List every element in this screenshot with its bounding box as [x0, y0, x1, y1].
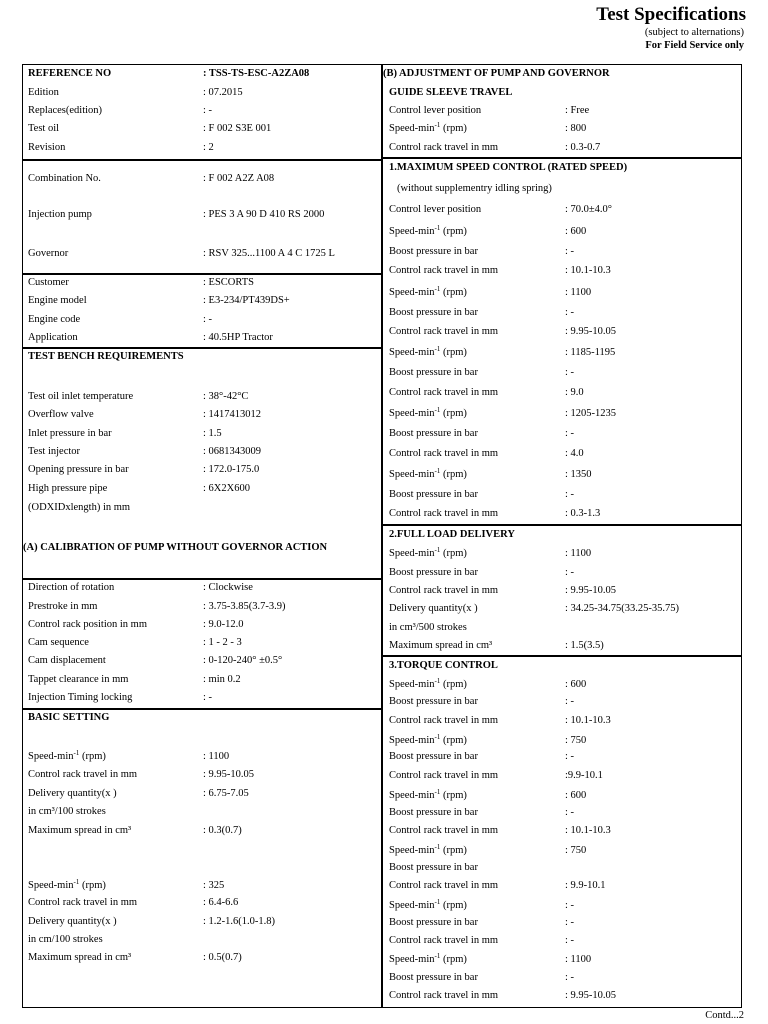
spec-value: : min 0.2 [203, 674, 241, 685]
spec-value: : - [203, 314, 213, 325]
section-divider [382, 524, 742, 526]
spec-value: : E3-234/PT439DS+ [203, 295, 290, 306]
column-divider [381, 64, 383, 1008]
spec-label: Boost pressure in bar [389, 807, 478, 818]
spec-label: Speed-$\min^{-1}$ (rpm) [389, 345, 467, 358]
spec-label: Control rack travel in mm [389, 585, 499, 596]
spec-value: : 600 [565, 226, 587, 237]
spec-label: Edition [28, 87, 59, 98]
spec-label: REFERENCE NO [28, 68, 112, 79]
section-title: GUIDE SLEEVE TRAVEL [389, 87, 513, 98]
spec-label: Boost pressure in bar [389, 367, 478, 378]
spec-value: : 1417413012 [203, 409, 262, 420]
spec-value: : 750 [565, 845, 587, 856]
spec-value: : 10.1-10.3 [565, 715, 611, 726]
spec-value: : 6.75-7.05 [203, 788, 249, 799]
spec-value: : 3.75-3.85(3.7-3.9) [203, 601, 286, 612]
spec-value: : 0.5(0.7) [203, 952, 242, 963]
spec-value: : 9.0-12.0 [203, 619, 244, 630]
spec-label: Prestroke in mm [28, 601, 98, 612]
spec-label: Maximum spread in cm³ [28, 952, 132, 963]
spec-label: Inlet pressure in bar [28, 428, 112, 439]
spec-value: : 9.9-10.1 [565, 880, 606, 891]
page-title: Test Specifications [596, 4, 746, 25]
spec-label: Tappet clearance in mm [28, 674, 129, 685]
spec-label: Control rack travel in mm [389, 387, 499, 398]
spec-value: : 6.4-6.6 [203, 897, 239, 908]
spec-value: : 40.5HP Tractor [203, 332, 273, 343]
spec-label: Control rack travel in mm [28, 897, 138, 908]
spec-value: : - [565, 935, 575, 946]
spec-label: Boost pressure in bar [389, 972, 478, 983]
section-note: (without supplementry idling spring) [397, 183, 552, 194]
page-subtitle: (subject to alternations) [644, 27, 744, 38]
spec-label: Control rack travel in mm [389, 935, 499, 946]
spec-label: Control rack travel in mm [389, 990, 499, 1001]
spec-value: : F 002 A2Z A08 [203, 173, 275, 184]
spec-label: Speed-$\min^{-1}$ (rpm) [389, 898, 467, 911]
spec-value: : 1 - 2 - 3 [203, 637, 242, 648]
spec-label: Engine code [28, 314, 81, 325]
section-title: 2.FULL LOAD DELIVERY [389, 529, 515, 540]
spec-label: Cam displacement [28, 655, 106, 666]
spec-value: : - [565, 428, 575, 439]
spec-value: : 1100 [203, 751, 230, 762]
section-divider [22, 159, 382, 161]
spec-label: Speed-$\min^{-1}$ (rpm) [389, 285, 467, 298]
spec-value: : - [565, 696, 575, 707]
spec-value: : - [565, 917, 575, 928]
spec-value: : - [203, 105, 213, 116]
spec-label: Speed-$\min^{-1}$ (rpm) [389, 952, 467, 965]
spec-value: : 1185-1195 [565, 347, 616, 358]
spec-value: : TSS-TS-ESC-A2ZA08 [203, 68, 310, 79]
spec-label: Speed-$\min^{-1}$ (rpm) [389, 843, 467, 856]
spec-value: : 10.1-10.3 [565, 825, 611, 836]
section-title: BASIC SETTING [28, 712, 110, 723]
spec-label: Control rack travel in mm [389, 508, 499, 519]
spec-label: Maximum spread in cm³ [389, 640, 493, 651]
spec-value: : - [565, 367, 575, 378]
spec-label: Delivery quantity(x ) [389, 603, 478, 614]
spec-value: : 9.95-10.05 [203, 769, 255, 780]
spec-value: : 172.0-175.0 [203, 464, 260, 475]
spec-label: Control rack travel in mm [28, 769, 138, 780]
section-divider [382, 157, 742, 159]
spec-label: Boost pressure in bar [389, 567, 478, 578]
spec-value: : - [565, 246, 575, 257]
spec-label: Control rack travel in mm [389, 142, 499, 153]
spec-label: Speed-$\min^{-1}$ (rpm) [389, 788, 467, 801]
spec-label: Test oil inlet temperature [28, 391, 134, 402]
spec-value: : 1.5(3.5) [565, 640, 604, 651]
spec-label: Maximum spread in cm³ [28, 825, 132, 836]
spec-label: Delivery quantity(x ) [28, 916, 117, 927]
spec-label: Speed-$\min^{-1}$ (rpm) [28, 749, 106, 762]
spec-value: : - [565, 489, 575, 500]
spec-label: Revision [28, 142, 66, 153]
spec-value: : 07.2015 [203, 87, 243, 98]
spec-value: : 9.0 [565, 387, 584, 398]
spec-value: : - [565, 807, 575, 818]
spec-value: : - [565, 307, 575, 318]
spec-label: Speed-$\min^{-1}$ (rpm) [389, 546, 467, 559]
spec-label: Boost pressure in bar [389, 696, 478, 707]
spec-label: Speed-$\min^{-1}$ (rpm) [28, 878, 106, 891]
spec-label: Opening pressure in bar [28, 464, 129, 475]
spec-label: Speed-$\min^{-1}$ (rpm) [389, 121, 467, 134]
spec-label: Customer [28, 277, 69, 288]
spec-value: : 6X2X600 [203, 483, 250, 494]
spec-label: Control lever position [389, 204, 482, 215]
spec-value: : 4.0 [565, 448, 584, 459]
spec-value: : 600 [565, 790, 587, 801]
spec-value: : 2 [203, 142, 214, 153]
spec-value: : 325 [203, 880, 225, 891]
spec-label: Boost pressure in bar [389, 307, 478, 318]
spec-value: : 1100 [565, 954, 592, 965]
spec-value: : - [565, 567, 575, 578]
spec-label: Boost pressure in bar [389, 246, 478, 257]
spec-label: Boost pressure in bar [389, 428, 478, 439]
spec-label: Boost pressure in bar [389, 751, 478, 762]
spec-value: : 34.25-34.75(33.25-35.75) [565, 603, 680, 614]
spec-value: : Free [565, 105, 590, 116]
spec-value: : 1100 [565, 548, 592, 559]
spec-value: : 1100 [565, 287, 592, 298]
spec-label: Engine model [28, 295, 87, 306]
spec-label: Replaces(edition) [28, 105, 103, 116]
spec-label: Boost pressure in bar [389, 917, 478, 928]
spec-label: in cm/100 strokes [28, 934, 103, 945]
spec-label: in cm³/500 strokes [389, 622, 467, 633]
section-title: 1.MAXIMUM SPEED CONTROL (RATED SPEED) [389, 162, 628, 173]
spec-label: Control rack travel in mm [389, 715, 499, 726]
spec-label: Control rack position in mm [28, 619, 147, 630]
spec-label: Test injector [28, 446, 81, 457]
spec-label: High pressure pipe [28, 483, 108, 494]
spec-label: (ODXIDxlength) in mm [28, 502, 131, 513]
spec-value: : PES 3 A 90 D 410 RS 2000 [203, 209, 325, 220]
spec-label: Application [28, 332, 78, 343]
spec-label: Speed-$\min^{-1}$ (rpm) [389, 406, 467, 419]
section-title: TEST BENCH REQUIREMENTS [28, 351, 184, 362]
section-divider [22, 708, 382, 710]
spec-label: Control rack travel in mm [389, 326, 499, 337]
spec-value: : - [565, 751, 575, 762]
spec-label: Injection Timing locking [28, 692, 133, 703]
spec-value: :9.9-10.1 [565, 770, 603, 781]
spec-value: : 600 [565, 679, 587, 690]
section-divider [22, 578, 382, 580]
section-title: (A) CALIBRATION OF PUMP WITHOUT GOVERNOR ACTION [23, 542, 328, 553]
spec-label: in cm³/100 strokes [28, 806, 106, 817]
spec-value: : 0681343009 [203, 446, 262, 457]
continued-note: Contd...2 [705, 1010, 744, 1021]
field-service-note: For Field Service only [645, 40, 744, 51]
spec-value: : 1205-1235 [565, 408, 617, 419]
spec-value: : 0.3(0.7) [203, 825, 242, 836]
spec-value: : 1350 [565, 469, 592, 480]
spec-label: Control rack travel in mm [389, 825, 499, 836]
spec-label: Injection pump [28, 209, 92, 220]
spec-label: Delivery quantity(x ) [28, 788, 117, 799]
spec-label: Boost pressure in bar [389, 862, 478, 873]
spec-label: Governor [28, 248, 69, 259]
spec-value: : 0.3-1.3 [565, 508, 601, 519]
spec-label: Control rack travel in mm [389, 880, 499, 891]
spec-label: Speed-$\min^{-1}$ (rpm) [389, 733, 467, 746]
spec-label: Cam sequence [28, 637, 89, 648]
spec-value: : F 002 S3E 001 [203, 123, 272, 134]
spec-value: : 750 [565, 735, 587, 746]
spec-value: : - [565, 972, 575, 983]
spec-value: : 9.95-10.05 [565, 990, 617, 1001]
spec-label: Control rack travel in mm [389, 770, 499, 781]
spec-value: : 0-120-240° ±0.5° [203, 655, 283, 666]
section-divider [22, 273, 382, 275]
spec-label: Speed-$\min^{-1}$ (rpm) [389, 467, 467, 480]
section-divider [382, 655, 742, 657]
spec-value: : 1.2-1.6(1.0-1.8) [203, 916, 276, 927]
section-divider [22, 347, 382, 349]
spec-label: Speed-$\min^{-1}$ (rpm) [389, 677, 467, 690]
spec-label: Control rack travel in mm [389, 448, 499, 459]
spec-label: Direction of rotation [28, 582, 115, 593]
spec-value: : 9.95-10.05 [565, 585, 617, 596]
spec-label: Speed-$\min^{-1}$ (rpm) [389, 224, 467, 237]
spec-label: Boost pressure in bar [389, 489, 478, 500]
spec-value: : ESCORTS [203, 277, 255, 288]
spec-label: Control rack travel in mm [389, 265, 499, 276]
spec-value: : 38°-42°C [203, 391, 249, 402]
section-title: (B) ADJUSTMENT OF PUMP AND GOVERNOR [383, 68, 610, 79]
spec-value: : 9.95-10.05 [565, 326, 617, 337]
spec-label: Overflow valve [28, 409, 94, 420]
spec-value: : 1.5 [203, 428, 222, 439]
spec-value: : 0.3-0.7 [565, 142, 601, 153]
spec-value: : Clockwise [203, 582, 253, 593]
spec-value: : - [203, 692, 213, 703]
spec-label: Combination No. [28, 173, 101, 184]
spec-value: : 800 [565, 123, 587, 134]
spec-label: Control lever position [389, 105, 482, 116]
spec-value: : 70.0±4.0° [565, 204, 613, 215]
section-title: 3.TORQUE CONTROL [389, 660, 498, 671]
spec-value: : - [565, 900, 575, 911]
spec-value: : RSV 325...1100 A 4 C 1725 L [203, 248, 335, 259]
spec-label: Test oil [28, 123, 60, 134]
spec-value: : 10.1-10.3 [565, 265, 611, 276]
